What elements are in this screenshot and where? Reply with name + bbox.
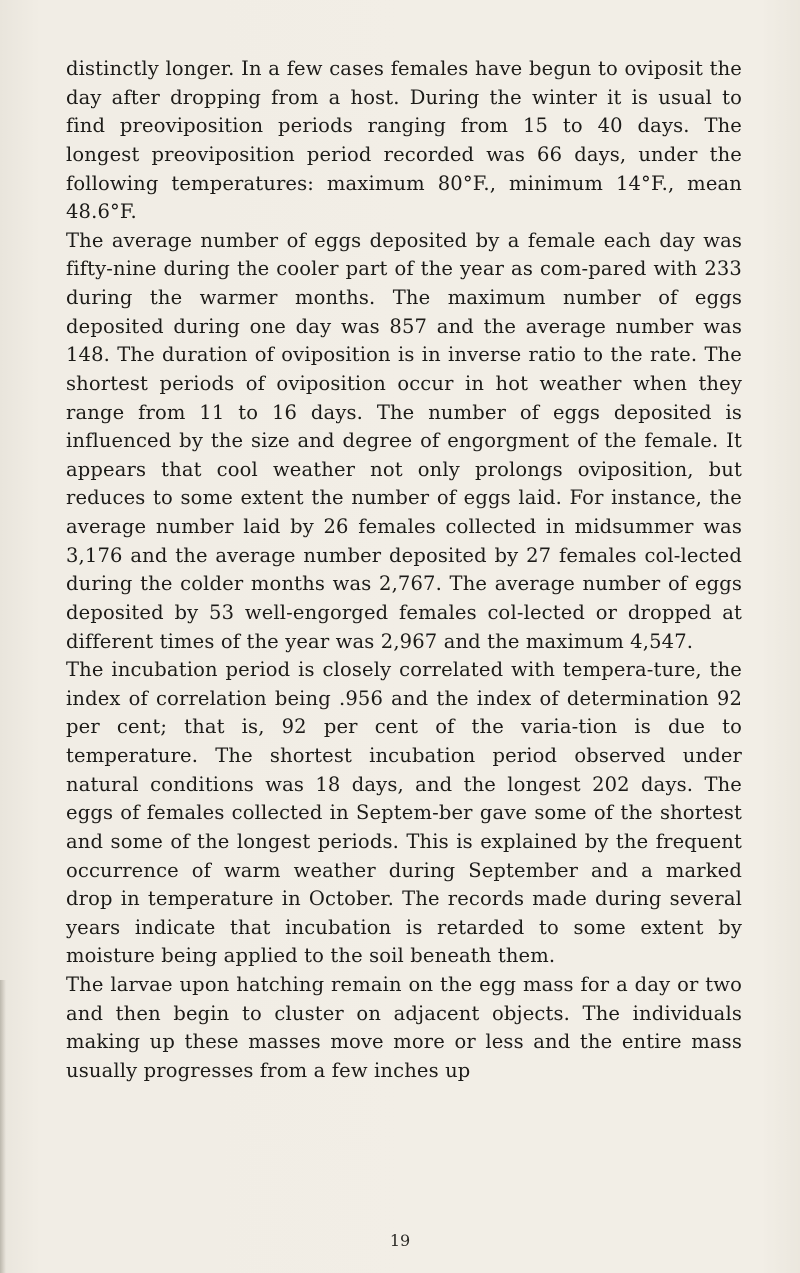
- body-text: [66, 55, 742, 1086]
- paragraph-egg-counts: The average number of eggs deposited by a female each day was fifty-nine during the cooler part of the year as com-pared with 233 during the warmer months. The maximum number of eggs deposited during one day was 857 and the average number was 148. The duration of oviposition is in inverse ratio to the rate. The shortest periods of oviposition occur in hot weather when they range from 11 to 16 days. The number of eggs deposited is influenced by the size and degree of engorgment of the female. It appears that cool weather not only prolongs oviposition, but reduces to some extent the number of eggs laid. For instance, the average number laid by 26 females collected in midsummer was 3,176 and the average number deposited by 27 females col-lected during the colder months was 2,767. The average number of eggs deposited by 53 well-engorged females col-lected or dropped at different times of the year was 2,967 and the maximum 4,547.: [66, 228, 742, 653]
- page-edge-shadow: [0, 980, 6, 1273]
- paragraph-incubation: The incubation period is closely correlated with tempera-ture, the index of correlation being .956 and the index of determination 92 per cent; that is, 92 per cent of the varia-tion is due to temperature. The shortest incubation period observed under natural conditions was 18 days, and the longest 202 days. The eggs of females collected in Septem-ber gave some of the shortest and some of the longest periods. This is explained by the frequent occurrence of warm weather during September and a marked drop in temperature in October. The records made during several years indicate that incubation is retarded to some extent by moisture being applied to the soil beneath them.: [66, 658, 742, 968]
- paragraph-preoviposition: distinctly longer. In a few cases females have begun to oviposit the day after dropping from a host. During the winter it is usual to find preoviposition periods ranging from 15 to 40 days. The longest preoviposition period recorded was 66 days, under the following temperatures: maximum 80°F., minimum 14°F., mean 48.6°F.: [66, 57, 742, 224]
- paragraph-larvae: The larvae upon hatching remain on the egg mass for a day or two and then begin to cluster on adjacent objects. The individuals making up these masses move more or less and the entire mass usually progresses from a few inches up: [66, 973, 742, 1082]
- page-number: 19: [389, 1231, 411, 1250]
